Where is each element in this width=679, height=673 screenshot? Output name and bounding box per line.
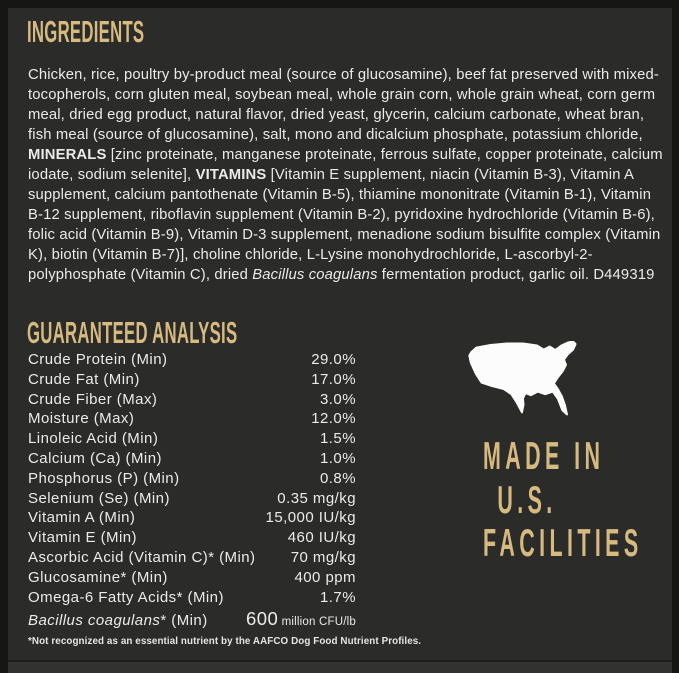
nutrient-value: 29.0%	[311, 351, 356, 368]
nutrient-name: Crude Fat (Min)	[28, 370, 140, 388]
analysis-row	[28, 569, 356, 589]
nutrient-value: 0.35 mg/kg	[277, 489, 356, 507]
made-in-line: U.S.	[497, 478, 557, 522]
analysis-row	[28, 450, 356, 470]
ingredients-heading-text: INGREDIENTS	[27, 14, 145, 49]
analysis-row	[28, 549, 356, 569]
analysis-row	[28, 509, 356, 529]
nutrient-value: 0.8%	[320, 469, 356, 487]
nutrient-name: Calcium (Ca) (Min)	[28, 449, 162, 467]
nutrient-name: Crude Fiber (Max)	[28, 390, 158, 408]
nutrient-name: Linoleic Acid (Min)	[28, 430, 159, 448]
nutrient-name: Vitamin E (Min)	[28, 529, 137, 547]
nutrient-value: 15,000 IU/kg	[265, 509, 356, 527]
analysis-row	[28, 470, 356, 490]
analysis-row	[28, 490, 356, 510]
analysis-row	[28, 430, 356, 450]
nutrient-value: 12.0%	[311, 410, 356, 428]
nutrient-name: Moisture (Max)	[28, 410, 135, 428]
nutrient-name: Bacillus coagulans* (Min)	[28, 612, 208, 630]
analysis-row	[28, 608, 356, 628]
nutrient-name: Phosphorus (P) (Min)	[28, 469, 180, 487]
made-in-us-badge	[447, 341, 643, 566]
nutrient-name: Glucosamine* (Min)	[28, 568, 168, 586]
label-bottom-edge	[8, 660, 672, 673]
nutrient-value: 1.7%	[320, 588, 356, 606]
nutrient-name: Crude Protein (Min)	[28, 351, 168, 368]
nutrient-name: Selenium (Se) (Min)	[28, 489, 170, 507]
nutrient-value: 1.5%	[320, 430, 356, 448]
analysis-row	[28, 410, 356, 430]
nutrient-name: Ascorbic Acid (Vitamin C)* (Min)	[28, 548, 256, 566]
nutrient-value: 460 IU/kg	[287, 529, 356, 547]
analysis-row	[28, 351, 356, 371]
made-in-line: FACILITIES	[483, 522, 643, 565]
nutrient-value: 1.0%	[320, 449, 356, 467]
analysis-row	[28, 529, 356, 549]
made-in-text	[447, 435, 643, 566]
made-in-line: MADE IN	[483, 435, 605, 478]
usa-map-icon	[466, 341, 588, 427]
analysis-row	[28, 371, 356, 391]
aafco-footnote: *Not recognized as an essential nutrient by the AAFCO Dog Food Nutrient Profiles.	[28, 636, 422, 647]
guaranteed-analysis-table	[28, 351, 356, 628]
nutrient-value: 70 mg/kg	[290, 548, 356, 566]
nutrient-value: 3.0%	[320, 390, 356, 408]
guaranteed-analysis-heading-text: GUARANTEED ANALYSIS	[27, 315, 238, 350]
guaranteed-analysis-heading	[27, 317, 417, 348]
analysis-row	[28, 589, 356, 609]
ingredients-text: Chicken, rice, poultry by-product meal (source of glucosamine), beef fat preserved with mixed-tocopherols, corn gluten meal, soybean meal, whole grain corn, whole grain wheat, corn germ meal, dried egg product, natural flavor, dried yeast, glycerin, calcium carbonate, wheat bran, fish meal (source of glucosamine), salt, mono and dicalcium phosphate, potassium chloride, MINERALS [zinc proteinate, manganese proteinate, ferrous sulfate, copper proteinate, calcium iodate, sodium selenite], VITAMINS [Vitamin E supplement, niacin (Vitamin B-3), Vitamin A supplement, calcium pantothenate (Vitamin B-5), thiamine mononitrate (Vitamin B-1), Vitamin B-12 supplement, riboflavin supplement (Vitamin B-2), pyridoxine hydrochloride (Vitamin B-6), folic acid (Vitamin B-9), Vitamin D-3 supplement, menadione sodium bisulfite complex (Vitamin K), biotin (Vitamin B-7)], choline chloride, L-Lysine monohydrochloride, L-ascorbyl-2-polyphosphate (Vitamin C), dried Bacillus coagulans fermentation product, garlic oil. D449319	[28, 66, 663, 283]
nutrient-value: 17.0%	[311, 370, 356, 388]
nutrient-name: Vitamin A (Min)	[28, 509, 136, 527]
analysis-row	[28, 391, 356, 411]
nutrient-value: 400 ppm	[294, 568, 356, 586]
nutrient-value: 600 million CFU/lb	[246, 608, 356, 630]
nutrient-name: Omega-6 Fatty Acids* (Min)	[28, 588, 224, 606]
ingredients-heading	[27, 16, 244, 47]
